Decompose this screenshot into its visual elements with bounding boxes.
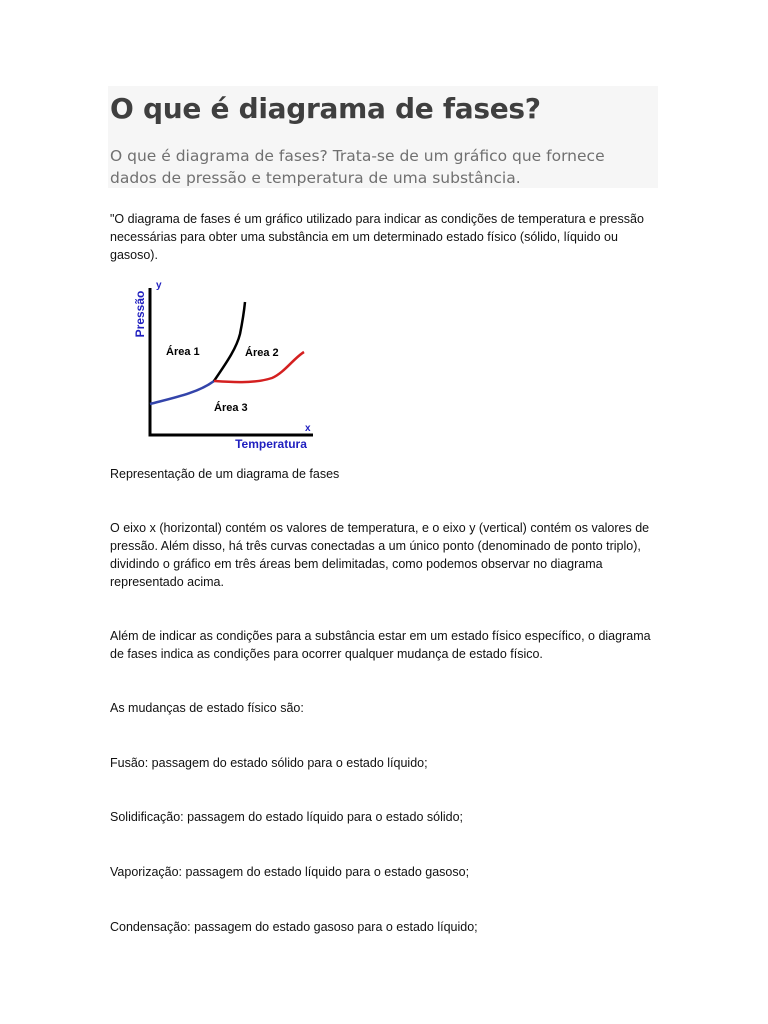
solidificacao-item: Solidificação: passagem do estado líquido para o estado sólido; [110,810,464,824]
x-axis-label: Temperatura [235,437,307,451]
fusao-item: Fusão: passagem do estado sólido para o estado líquido; [110,756,428,770]
y-axis-letter: y [156,280,162,291]
x-axis-letter: x [305,423,311,434]
page-subtitle: O que é diagrama de fases? Trata-se de um gráfico que fornece dados de pressão e temperatura de uma substância. [110,147,605,187]
intro-paragraph: "O diagrama de fases é um gráfico utilizado para indicar as condições de temperatura e pressão necessárias para obter uma substância em um determinado estado físico (sólido, líquido ou gasoso). [110,212,644,262]
axes-paragraph: O eixo x (horizontal) contém os valores de temperatura, e o eixo y (vertical) contém os valores de pressão. Além disso, há três curvas conectadas a um único ponto (denominado de ponto triplo), dividindo o gráfico em três áreas bem delimitadas, como podemos observar no diagrama representado acima. [110,521,650,589]
fusion-curve [214,302,245,381]
y-axis-label: Pressão [133,290,147,338]
sublimation-curve [150,381,214,404]
figure-caption: Representação de um diagrama de fases [110,467,340,481]
phase-diagram [128,278,320,454]
area-2-label: Área 2 [245,347,279,359]
conditions-paragraph: Além de indicar as condições para a substância estar em um estado físico específico, o diagrama de fases indica as condições para ocorrer qualquer mudança de estado físico. [110,629,651,661]
vaporizacao-item: Vaporização: passagem do estado líquido para o estado gasoso; [110,865,470,879]
area-1-label: Área 1 [166,346,200,358]
condensacao-item: Condensação: passagem do estado gasoso para o estado líquido; [110,920,478,934]
changes-intro: As mudanças de estado físico são: [110,701,304,715]
area-3-label: Área 3 [214,402,248,414]
page-title: O que é diagrama de fases? [110,92,541,125]
